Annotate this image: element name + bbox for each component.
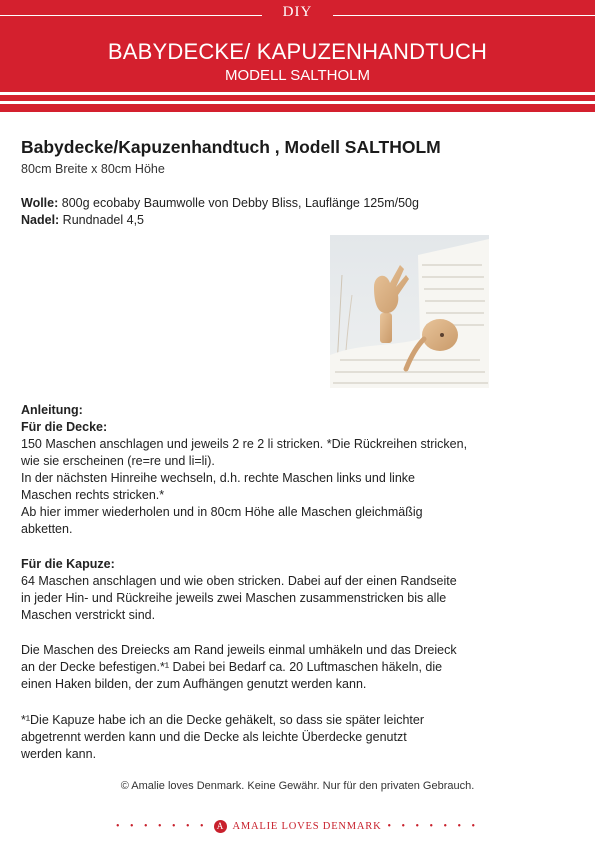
text-line: 150 Maschen anschlagen und jeweils 2 re 2 li stricken. *Die Rückreihen stricken, [21,437,468,451]
hood-instructions [21,573,566,624]
instructions-heading: Anleitung: [21,403,83,417]
hood-heading: Für die Kapuze: [21,557,115,571]
header-rule-right [333,15,595,16]
brand-name: AMALIE LOVES DENMARK [232,820,382,832]
text-line: werden kann. [21,747,97,761]
text-line: abgetrennt werden kann und die Decke als leichte Überdecke genutzt [21,730,407,744]
decorative-dots-left: • • • • • • • [115,820,208,832]
text-line: wie sie erscheinen (re=re und li=li). [21,454,215,468]
pattern-title: Babydecke/Kapuzenhandtuch , Modell SALTHOLM [21,137,441,157]
brand-logo-icon: A [214,820,227,833]
banner-subtitle: MODELL SALTHOLM [224,67,371,84]
product-photo [330,235,489,388]
wool-label: Wolle: [21,196,59,210]
text-line: *¹Die Kapuze habe ich an die Decke gehäkelt, so dass sie später leichter [21,713,425,727]
triangle-instructions [21,642,566,693]
footer-brand [0,818,595,834]
needle-value: Rundnadel 4,5 [59,213,144,227]
text-line: Die Maschen des Dreiecks am Rand jeweils einmal umhäkeln und das Dreieck [21,643,457,657]
wool-line [21,195,566,212]
banner-stripe-1 [0,92,595,95]
blanket-heading: Für die Decke: [21,420,108,434]
text-line: Maschen verstrickt sind. [21,608,156,622]
header-banner [0,0,595,112]
text-line: 64 Maschen anschlagen und wie oben stricken. Dabei auf der einen Randseite [21,574,457,588]
copyright-notice: © Amalie loves Denmark. Keine Gewähr. Nur für den privaten Gebrauch. [120,780,475,792]
text-line: In der nächsten Hinreihe wechseln, d.h. rechte Maschen links und linke [21,471,415,485]
needle-line [21,212,566,229]
footnote [21,712,566,763]
photo-illustration [330,235,489,388]
text-line: in jeder Hin- und Rückreihe jeweils zwei Maschen zusammenstricken bis alle [21,591,447,605]
text-line: Maschen rechts stricken.* [21,488,165,502]
decorative-dots-right: • • • • • • • [387,820,480,832]
text-line: abketten. [21,522,73,536]
blanket-instructions [21,436,566,538]
diy-tag: DIY [282,4,313,20]
text-line: einen Haken bilden, der zum Aufhängen genutzt werden kann. [21,677,367,691]
dimensions: 80cm Breite x 80cm Höhe [21,162,165,176]
banner-title: BABYDECKE/ KAPUZENHANDTUCH [107,39,488,64]
text-line: Ab hier immer wiederholen und in 80cm Höhe alle Maschen gleichmäßig [21,505,423,519]
text-line: an der Decke befestigen.*¹ Dabei bei Bedarf ca. 20 Luftmaschen häkeln, die [21,660,443,674]
needle-label: Nadel: [21,213,60,227]
wool-value: 800g ecobaby Baumwolle von Debby Bliss, Lauflänge 125m/50g [58,196,419,210]
banner-stripe-2 [0,101,595,104]
